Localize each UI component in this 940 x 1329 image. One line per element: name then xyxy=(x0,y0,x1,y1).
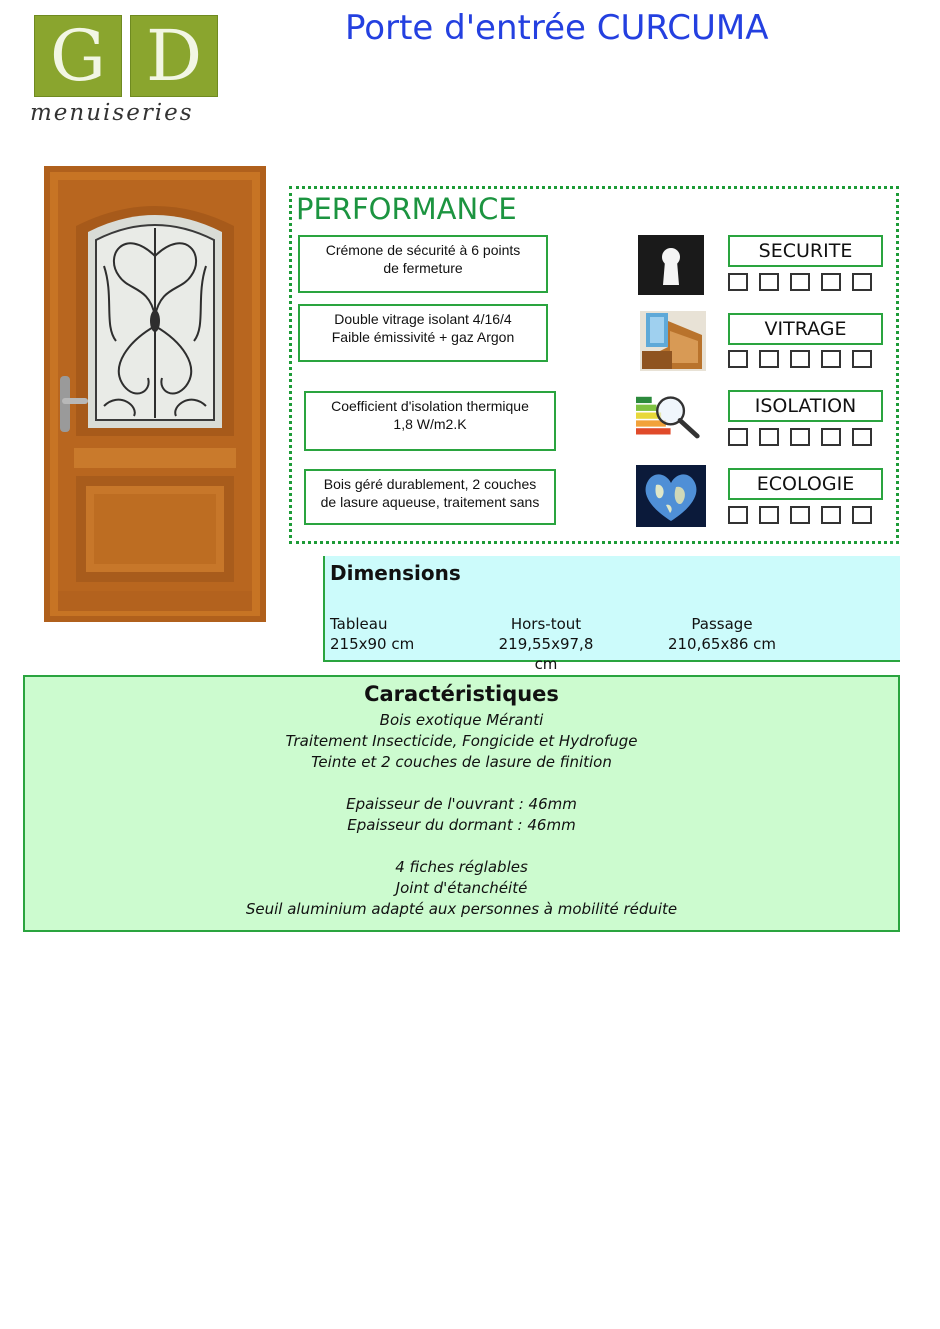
rating-box[interactable] xyxy=(790,273,810,291)
caracteristique-line: Bois exotique Méranti xyxy=(379,711,544,729)
rating-label-ecologie: ECOLOGIE xyxy=(728,468,883,500)
dimension-hors-tout: Hors-tout 219,55x97,8 cm xyxy=(498,615,594,673)
rating-box[interactable] xyxy=(852,350,872,368)
caracteristique-line: Joint d'étanchéité xyxy=(395,879,528,897)
rating-box[interactable] xyxy=(759,273,779,291)
caracteristique-line: Teinte et 2 couches de lasure de finition xyxy=(311,753,612,771)
feature-glazing: Double vitrage isolant 4/16/4 Faible émissivité + gaz Argon xyxy=(298,304,548,362)
feature-security: Crémone de sécurité à 6 points de fermeture xyxy=(298,235,548,293)
caracteristique-line: 4 fiches réglables xyxy=(395,858,528,876)
rating-boxes-securite xyxy=(728,273,872,291)
rating-box[interactable] xyxy=(759,428,779,446)
caracteristique-line: Seuil aluminium adapté aux personnes à mobilité réduite xyxy=(245,900,678,918)
rating-box[interactable] xyxy=(821,506,841,524)
rating-box[interactable] xyxy=(728,506,748,524)
door-image xyxy=(44,166,266,622)
rating-box[interactable] xyxy=(821,350,841,368)
rating-box[interactable] xyxy=(790,506,810,524)
rating-box[interactable] xyxy=(852,428,872,446)
rating-box[interactable] xyxy=(759,350,779,368)
rating-boxes-ecologie xyxy=(728,506,872,524)
page-title: Porte d'entrée CURCUMA xyxy=(345,8,769,48)
rating-box[interactable] xyxy=(821,273,841,291)
rating-box[interactable] xyxy=(790,428,810,446)
logo-subtitle: menuiseries xyxy=(30,100,194,126)
rating-box[interactable] xyxy=(759,506,779,524)
energy-magnifier-icon xyxy=(636,388,702,448)
caracteristique-line xyxy=(23,836,900,857)
rating-label-securite: SECURITE xyxy=(728,235,883,267)
logo-d: D xyxy=(130,15,218,97)
rating-box[interactable] xyxy=(821,428,841,446)
rating-box[interactable] xyxy=(728,428,748,446)
caracteristiques-list xyxy=(23,710,900,920)
dimension-tableau: Tableau 215x90 cm xyxy=(330,615,415,653)
caracteristiques-heading: Caractéristiques xyxy=(364,682,559,706)
rating-boxes-isolation xyxy=(728,428,872,446)
rating-box[interactable] xyxy=(852,273,872,291)
rating-boxes-vitrage xyxy=(728,350,872,368)
dimensions-heading: Dimensions xyxy=(330,561,461,585)
feature-insulation: Coefficient d'isolation thermique 1,8 W/m2.K xyxy=(304,391,556,451)
rating-box[interactable] xyxy=(728,350,748,368)
rating-label-isolation: ISOLATION xyxy=(728,390,883,422)
rating-box[interactable] xyxy=(790,350,810,368)
rating-label-vitrage: VITRAGE xyxy=(728,313,883,345)
logo-g: G xyxy=(34,15,122,97)
caracteristique-line: Traitement Insecticide, Fongicide et Hydrofuge xyxy=(285,732,638,750)
heart-earth-icon xyxy=(636,465,706,527)
keyhole-icon xyxy=(638,235,704,295)
caracteristique-line: Epaisseur du dormant : 46mm xyxy=(347,816,576,834)
feature-ecology: Bois géré durablement, 2 couches de lasure aqueuse, traitement sans xyxy=(304,469,556,525)
window-profile-icon xyxy=(640,311,706,371)
rating-box[interactable] xyxy=(852,506,872,524)
rating-box[interactable] xyxy=(728,273,748,291)
caracteristique-line xyxy=(23,773,900,794)
performance-heading: PERFORMANCE xyxy=(296,192,517,226)
dimension-passage: Passage 210,65x86 cm xyxy=(667,615,777,653)
caracteristique-line: Epaisseur de l'ouvrant : 46mm xyxy=(346,795,577,813)
